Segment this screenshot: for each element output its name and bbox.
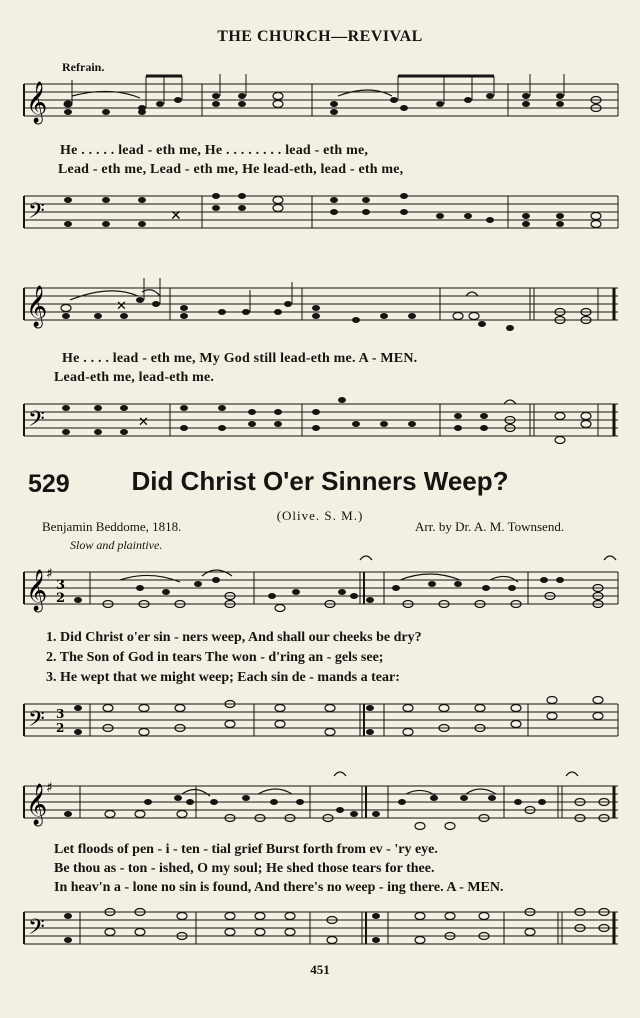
svg-text:𝄞: 𝄞 [26, 784, 48, 825]
svg-text:2: 2 [56, 721, 65, 735]
svg-text:♯: ♯ [46, 780, 53, 796]
refrain-system-1-bass [20, 186, 620, 246]
verse-1-line-a: 1. Did Christ o'er sin - ners weep, And shall our cheeks be dry? [46, 630, 422, 645]
hymn-system-1-treble [20, 552, 620, 624]
svg-text:𝄢: 𝄢 [28, 915, 45, 945]
verse-1-line-b: Let floods of pen - i - ten - tial grief Burst forth from ev - 'ry eye. [54, 842, 438, 857]
svg-text:𝄞: 𝄞 [26, 570, 48, 611]
verse-2-line-b: Be thou as - ton - ished, O my soul; He shed those tears for thee. [54, 861, 435, 876]
hymn-system-1-bass [20, 694, 620, 754]
svg-text:✕: ✕ [116, 299, 127, 314]
verse-2-line-a: 2. The Son of God in tears The won - d'ring an - gels see; [46, 650, 384, 665]
refrain-1-lyric-alto: Lead - eth me, Lead - eth me, He lead-eth, lead - eth me, [58, 162, 404, 177]
running-head: THE CHURCH—REVIVAL [217, 28, 423, 45]
hymn-number: 529 [28, 470, 70, 498]
svg-text:𝄞: 𝄞 [26, 82, 48, 123]
svg-text:♯: ♯ [46, 566, 53, 582]
refrain-system-2-bass [20, 394, 620, 454]
page-number: 451 [310, 962, 330, 977]
svg-text:𝄢: 𝄢 [28, 407, 45, 437]
svg-text:2: 2 [56, 591, 66, 606]
svg-text:𝄢: 𝄢 [28, 707, 45, 737]
refrain-system-2-treble [20, 276, 620, 348]
refrain-label: Refrain. [62, 60, 105, 74]
svg-text:𝄞: 𝄞 [26, 286, 48, 327]
verse-3-line-a: 3. He wept that we might weep; Each sin de - mands a tear: [46, 670, 400, 685]
hymn-system-2-treble [20, 766, 620, 838]
svg-text:3: 3 [56, 707, 65, 721]
tempo-marking: Slow and plaintive. [70, 538, 163, 552]
hymn-title: Did Christ O'er Sinners Weep? [131, 466, 509, 496]
verse-3-line-b: In heav'n a - lone no sin is found, And there's no weep - ing there. A - MEN. [54, 880, 504, 895]
svg-text:✕: ✕ [170, 208, 182, 224]
hymn-system-2-bass [20, 902, 620, 962]
refrain-2-lyric-soprano: He . . . . lead - eth me, My God still lead-eth me. A - MEN. [62, 351, 418, 366]
tune-name: (Olive. S. M.) [276, 508, 364, 523]
refrain-system-1-treble [20, 72, 620, 150]
refrain-2-lyric-alto: Lead-eth me, lead-eth me. [54, 370, 215, 385]
refrain-1-lyric-soprano: He . . . . . lead - eth me, He . . . . . . . . lead - eth me, [60, 143, 369, 158]
svg-text:𝄢: 𝄢 [28, 199, 45, 229]
arranger-credit: Arr. by Dr. A. M. Townsend. [415, 519, 565, 534]
author-credit: Benjamin Beddome, 1818. [42, 519, 182, 534]
svg-text:3: 3 [56, 578, 66, 593]
svg-text:✕: ✕ [138, 415, 149, 430]
